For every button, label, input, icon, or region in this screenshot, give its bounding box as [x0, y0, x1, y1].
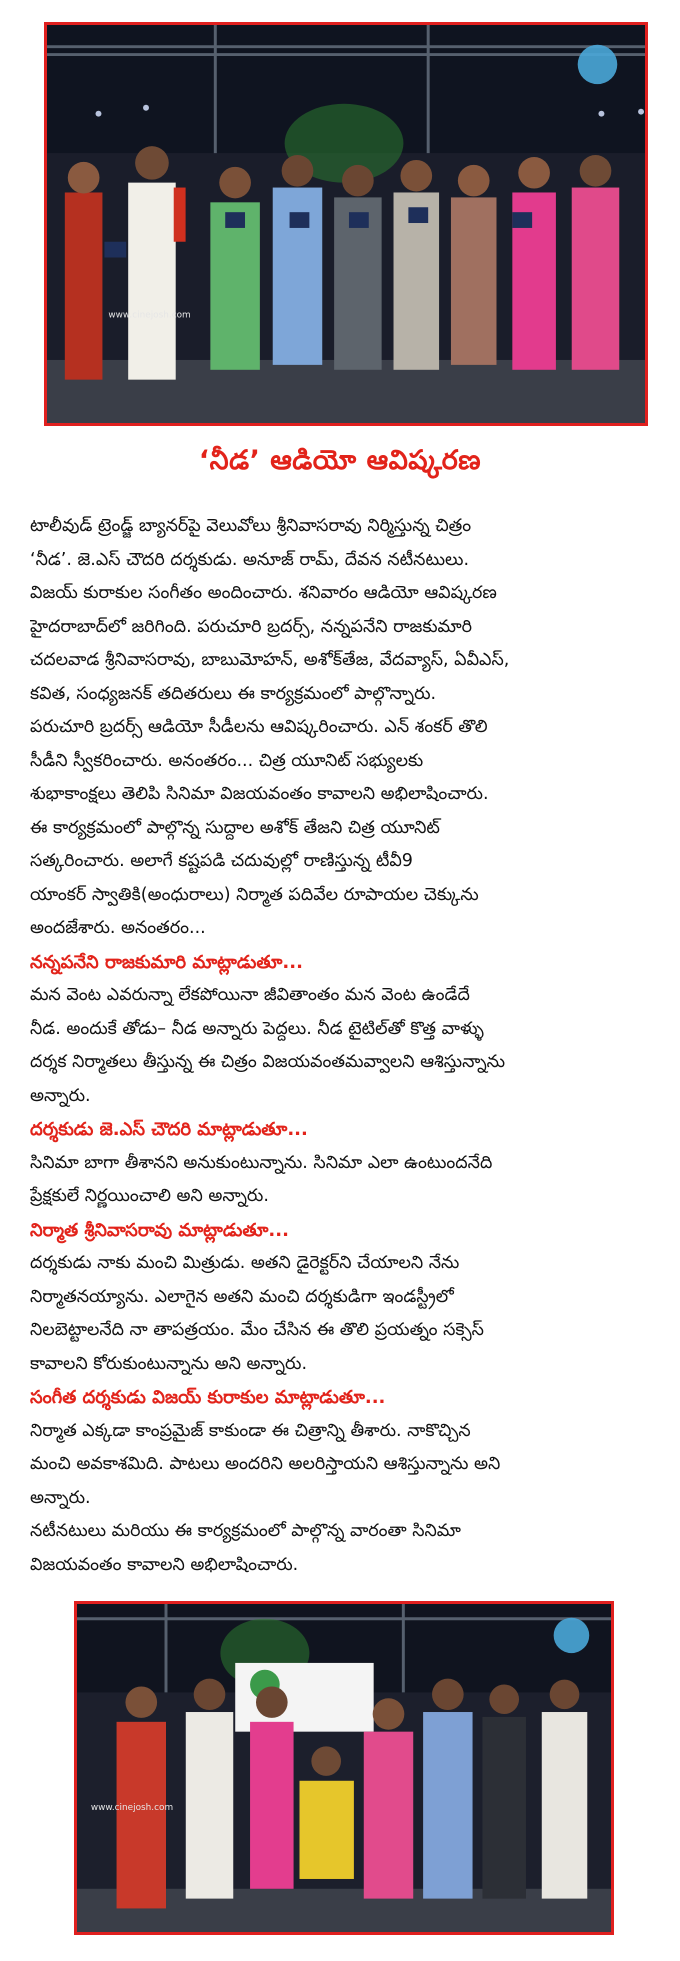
section-subhead: నిర్మాత శ్రీనివాసరావు మాట్లాడుతూ...	[30, 1219, 289, 1241]
article-body	[30, 510, 655, 1582]
photo-bottom-watermark: www.cinejosh.com	[90, 1803, 174, 1814]
article-line: హైదరాబాద్‌లో జరిగింది. పరుచూరి బ్రదర్స్, నన్నపనేని రాజకుమారి	[30, 616, 473, 637]
section-line: నిలబెట్టాలనేది నా తాపత్రయం. మేం చేసిన ఈ తొలి ప్రయత్నం సక్సెస్	[30, 1320, 484, 1340]
event-photo-top	[44, 22, 648, 426]
article-line: సీడీని స్వీకరించారు. అనంతరం... చిత్ర యూనిట్ సభ్యులకు	[30, 750, 424, 771]
article-line: కవిత, సంధ్యజనక్ తదితరులు ఈ కార్యక్రమంలో పాల్గొన్నారు.	[30, 683, 437, 704]
article-line: సత్కరించారు. అలాగే కష్టపడి చదువుల్లో రాణిస్తున్న టీవీ9	[30, 851, 413, 871]
section-line: దర్శక నిర్మాతలు తీస్తున్న ఈ చిత్రం విజయవంతమవ్వాలని ఆశిస్తున్నాను	[30, 1052, 506, 1072]
section-line: నిర్మాత ఎక్కడా కాంప్రమైజ్ కాకుండా ఈ చిత్రాన్ని తీశారు. నాకొచ్చిన	[30, 1420, 471, 1441]
article-line: శుభాకాంక్షలు తెలిపి సినిమా విజయవంతం కావాలని అభిలాషించారు.	[30, 784, 489, 804]
section-line: నీడ. అందుకే తోడు– నీడ అన్నారు పెద్దలు. నీడ టైటిల్‌తో కొత్త వాళ్ళు	[30, 1018, 484, 1039]
article-line: ‘నీడ’. జె.ఎస్ చౌదరి దర్శకుడు. అనూజ్ రామ్, దేవన నటీనటులు.	[30, 549, 470, 570]
article-line: విజయ్ కురాకుల సంగీతం అందించారు. శనివారం ఆడియో ఆవిష్కరణ	[30, 583, 497, 603]
section-line: ప్రేక్షకులే నిర్ణయించాలి అని అన్నారు.	[30, 1186, 269, 1206]
article-line: ఈ కార్యక్రమంలో పాల్గొన్న సుద్దాల అశోక్ తేజని చిత్ర యూనిట్	[30, 817, 440, 838]
article-line: టాలీవుడ్ ట్రెండ్జ్ బ్యానర్‌పై వెలువోలు శ్రీనివాసరావు నిర్మిస్తున్న చిత్రం	[30, 516, 472, 536]
section-line: అన్నారు.	[30, 1085, 91, 1106]
photo-top-watermark: www.cinejosh.com	[108, 310, 191, 321]
section-subhead: నన్నపనేని రాజకుమారి మాట్లాడుతూ...	[30, 951, 303, 973]
section-line: సినిమా బాగా తీశానని అనుకుంటున్నాను. సినిమా ఎలా ఉంటుందనేది	[30, 1152, 493, 1173]
section-subhead: సంగీత దర్శకుడు విజయ్ కురాకుల మాట్లాడుతూ...	[30, 1387, 386, 1408]
event-photo-bottom	[74, 1601, 614, 1935]
article-headline: ‘నీడ’ ఆడియో ఆవిష్కరణ	[198, 445, 482, 476]
section-line: మన వెంట ఎవరున్నా లేకపోయినా జీవితాంతం మన వెంట ఉండేదే	[30, 985, 470, 1005]
article-line: పరుచూరి బ్రదర్స్ ఆడియో సీడీలను ఆవిష్కరించారు. ఎన్ శంకర్ తొలి	[30, 717, 488, 737]
article-line: యాంకర్ స్వాతికి(అంధురాలు) నిర్మాత పదివేల రూపాయల చెక్కును	[30, 884, 479, 905]
article-line: అందజేశారు. అనంతరం...	[30, 918, 206, 938]
section-line: కావాలని కోరుకుంటున్నాను అని అన్నారు.	[30, 1353, 308, 1374]
section-line: విజయవంతం కావాలని అభిలాషించారు.	[30, 1554, 299, 1575]
section-line: అన్నారు.	[30, 1487, 91, 1508]
section-line: నిర్మాతనయ్యాను. ఎలాగైన అతని మంచి దర్శకుడిగా ఇండస్ట్రీలో	[30, 1286, 454, 1307]
section-line: నటీనటులు మరియు ఈ కార్యక్రమంలో పాల్గొన్న వారంతా సినిమా	[30, 1521, 461, 1541]
section-line: మంచి అవకాశమిది. పాటలు అందరిని అలరిస్తాయని ఆశిస్తున్నాను అని	[30, 1454, 501, 1474]
section-line: దర్శకుడు నాకు మంచి మిత్రుడు. అతని డైరెక్టర్‌ని చేయాలని నేను	[30, 1253, 460, 1273]
article-line: చదలవాడ శ్రీనివాసరావు, బాబుమోహన్, అశోక్‌తేజ, వేదవ్యాస్, ఏవీఎస్,	[30, 650, 510, 670]
section-subhead: దర్శకుడు జె.ఎస్ చౌదరి మాట్లాడుతూ...	[30, 1119, 308, 1140]
